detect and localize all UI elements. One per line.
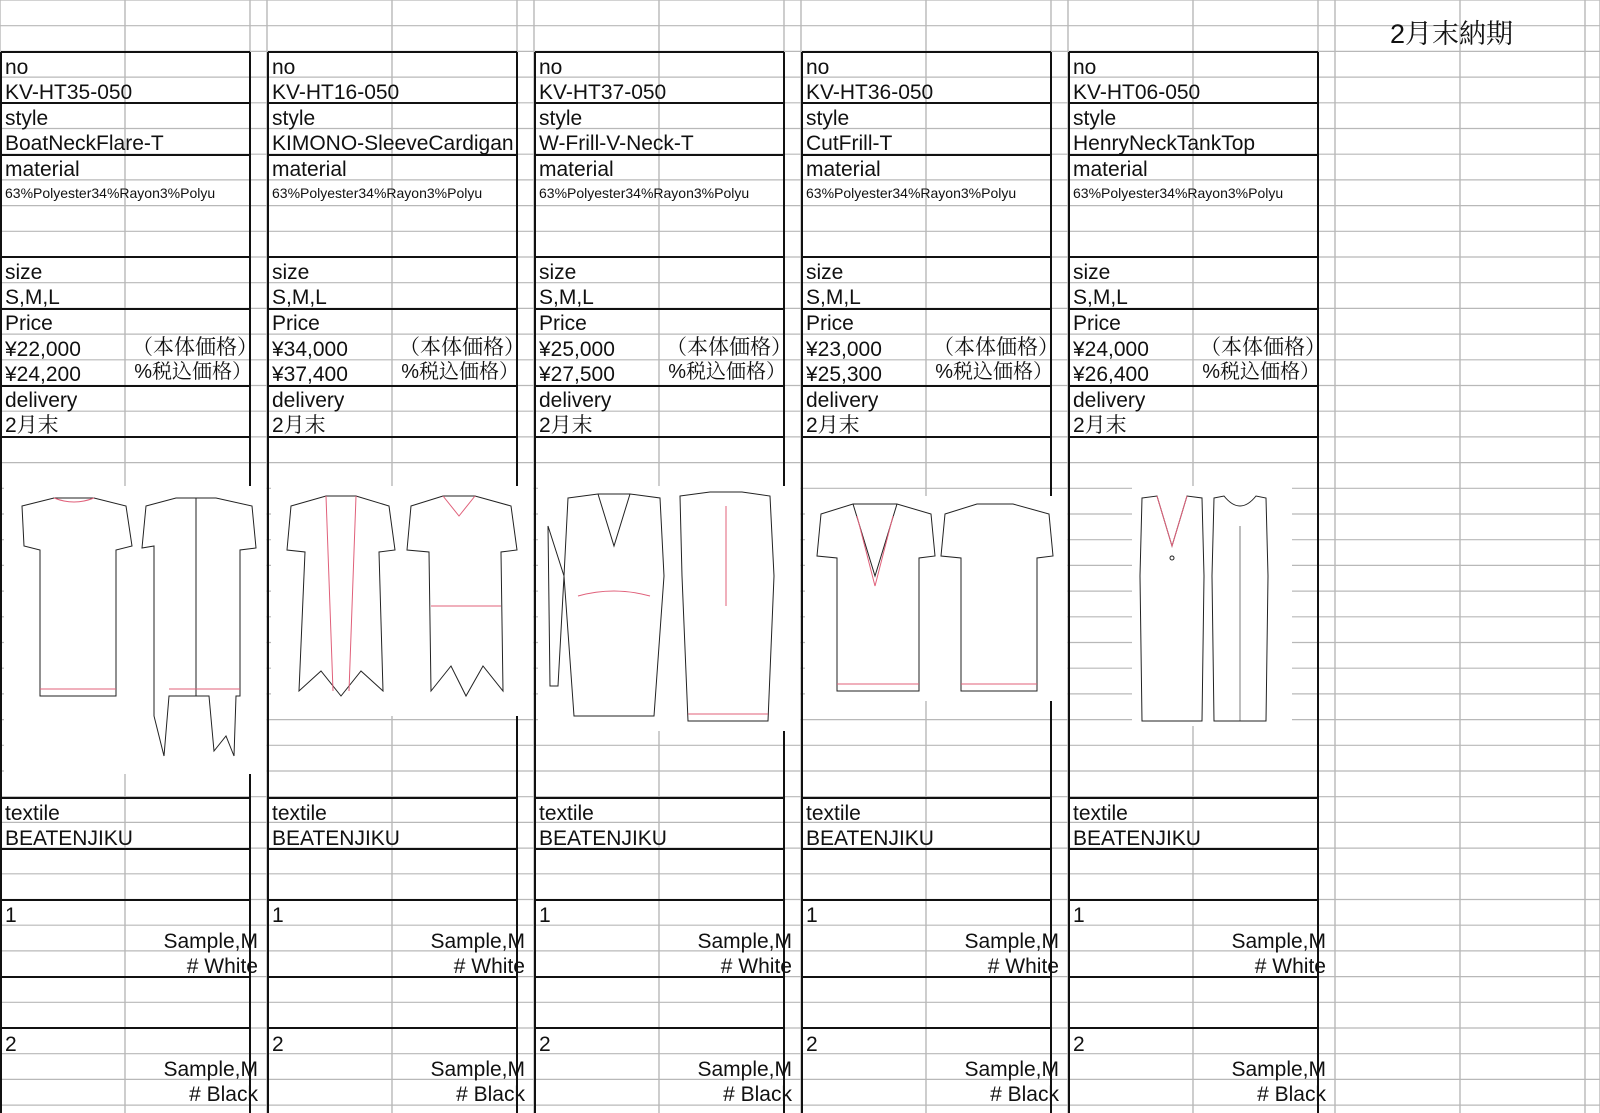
material-label: material (1073, 158, 1148, 181)
product-number: KV-HT16-050 (272, 81, 400, 104)
material-label: material (272, 158, 347, 181)
tax-price: ¥25,300 (806, 363, 882, 386)
base-price: ¥22,000 (5, 338, 81, 361)
sample-color: # White (453, 955, 525, 978)
material-value: 63%Polyester34%Rayon3%Polyu (272, 185, 483, 201)
base-price: ¥23,000 (806, 338, 882, 361)
sample-index: 1 (272, 904, 284, 927)
boat-neck-flare-tee-sketch (4, 486, 266, 774)
size-label: size (806, 261, 844, 284)
sample-size: Sample,M (163, 930, 258, 953)
material-label: material (539, 158, 614, 181)
size-label: size (1073, 261, 1111, 284)
style-name: CutFrill-T (806, 132, 893, 155)
tax-price: ¥27,500 (539, 363, 615, 386)
sample-size: Sample,M (964, 1058, 1059, 1081)
delivery-value: 2月末 (272, 414, 326, 437)
textile-label: textile (806, 802, 861, 825)
textile-value: BEATENJIKU (5, 827, 133, 850)
no-label: no (1073, 56, 1097, 79)
sample-index: 1 (1073, 904, 1085, 927)
style-name: BoatNeckFlare-T (5, 132, 164, 155)
sample-color: # White (186, 955, 258, 978)
price-label: Price (5, 312, 53, 335)
sample-color: # White (720, 955, 792, 978)
tax-price-note: %税込価格） (1202, 361, 1320, 383)
w-frill-v-neck-tee-sketch (538, 486, 800, 774)
delivery-label: delivery (272, 389, 345, 412)
delivery-value: 2月末 (539, 414, 593, 437)
material-value: 63%Polyester34%Rayon3%Polyu (5, 185, 216, 201)
product-number: KV-HT35-050 (5, 81, 133, 104)
sample-index: 2 (539, 1033, 551, 1056)
product-column (0, 0, 266, 1113)
textile-value: BEATENJIKU (272, 827, 400, 850)
textile-value: BEATENJIKU (1073, 827, 1201, 850)
material-value: 63%Polyester34%Rayon3%Polyu (806, 185, 1017, 201)
textile-value: BEATENJIKU (539, 827, 667, 850)
material-value: 63%Polyester34%Rayon3%Polyu (539, 185, 750, 201)
sample-size: Sample,M (697, 930, 792, 953)
tax-price-note: %税込価格） (134, 361, 252, 383)
sample-size: Sample,M (430, 1058, 525, 1081)
base-price-note: （本体価格） (399, 336, 525, 359)
tax-price-note: %税込価格） (668, 361, 786, 383)
tax-price: ¥37,400 (272, 363, 348, 386)
delivery-label: delivery (1073, 389, 1146, 412)
henry-neck-tank-top-sketch (1072, 486, 1334, 774)
tax-price-note: %税込価格） (401, 361, 519, 383)
sample-index: 2 (1073, 1033, 1085, 1056)
sample-index: 2 (272, 1033, 284, 1056)
sample-color: # Black (456, 1083, 525, 1106)
product-column (534, 0, 800, 1113)
price-label: Price (539, 312, 587, 335)
size-label: size (272, 261, 310, 284)
size-value: S,M,L (5, 286, 60, 309)
style-label: style (539, 107, 583, 130)
material-label: material (806, 158, 881, 181)
size-label: size (5, 261, 43, 284)
delivery-value: 2月末 (1073, 414, 1127, 437)
price-label: Price (806, 312, 854, 335)
kimono-sleeve-cardigan-sketch (271, 486, 533, 774)
sample-color: # White (1254, 955, 1326, 978)
price-label: Price (1073, 312, 1121, 335)
sample-color: # Black (189, 1083, 258, 1106)
sample-index: 1 (5, 904, 17, 927)
sample-color: # Black (723, 1083, 792, 1106)
size-value: S,M,L (272, 286, 327, 309)
material-value: 63%Polyester34%Rayon3%Polyu (1073, 185, 1284, 201)
textile-label: textile (5, 802, 60, 825)
product-number: KV-HT37-050 (539, 81, 667, 104)
textile-label: textile (539, 802, 594, 825)
size-value: S,M,L (806, 286, 861, 309)
sample-size: Sample,M (163, 1058, 258, 1081)
no-label: no (5, 56, 29, 79)
tax-price-note: %税込価格） (935, 361, 1053, 383)
sample-size: Sample,M (697, 1058, 792, 1081)
delivery-label: delivery (5, 389, 78, 412)
delivery-value: 2月末 (806, 414, 860, 437)
size-value: S,M,L (539, 286, 594, 309)
style-name: HenryNeckTankTop (1073, 132, 1256, 155)
product-number: KV-HT06-050 (1073, 81, 1201, 104)
tax-price: ¥24,200 (5, 363, 81, 386)
no-label: no (539, 56, 563, 79)
sample-color: # Black (1257, 1083, 1326, 1106)
sample-index: 2 (806, 1033, 818, 1056)
sample-color: # Black (990, 1083, 1059, 1106)
sample-index: 1 (806, 904, 818, 927)
delivery-value: 2月末 (5, 414, 59, 437)
textile-label: textile (272, 802, 327, 825)
tax-price: ¥26,400 (1073, 363, 1149, 386)
sample-index: 2 (5, 1033, 17, 1056)
sample-size: Sample,M (1231, 930, 1326, 953)
sample-size: Sample,M (1231, 1058, 1326, 1081)
style-label: style (5, 107, 49, 130)
cut-frill-tee-sketch (805, 486, 1067, 774)
sample-size: Sample,M (430, 930, 525, 953)
sample-color: # White (987, 955, 1059, 978)
sample-size: Sample,M (964, 930, 1059, 953)
product-number: KV-HT36-050 (806, 81, 934, 104)
base-price-note: （本体価格） (666, 336, 792, 359)
style-label: style (806, 107, 850, 130)
base-price-note: （本体価格） (933, 336, 1059, 359)
base-price: ¥25,000 (539, 338, 615, 361)
style-label: style (1073, 107, 1117, 130)
material-label: material (5, 158, 80, 181)
delivery-label: delivery (539, 389, 612, 412)
style-name: KIMONO-SleeveCardigan (272, 132, 514, 155)
product-column (1068, 0, 1334, 1113)
no-label: no (272, 56, 296, 79)
base-price-note: （本体価格） (132, 336, 258, 359)
size-label: size (539, 261, 577, 284)
style-label: style (272, 107, 316, 130)
price-label: Price (272, 312, 320, 335)
base-price: ¥24,000 (1073, 338, 1149, 361)
product-column (267, 0, 533, 1113)
product-column (801, 0, 1067, 1113)
style-name: W-Frill-V-Neck-T (539, 132, 694, 155)
no-label: no (806, 56, 830, 79)
delivery-label: delivery (806, 389, 879, 412)
sample-index: 1 (539, 904, 551, 927)
textile-value: BEATENJIKU (806, 827, 934, 850)
sheet-title: 2月末納期 (1390, 19, 1514, 49)
base-price-note: （本体価格） (1200, 336, 1326, 359)
base-price: ¥34,000 (272, 338, 348, 361)
textile-label: textile (1073, 802, 1128, 825)
size-value: S,M,L (1073, 286, 1128, 309)
